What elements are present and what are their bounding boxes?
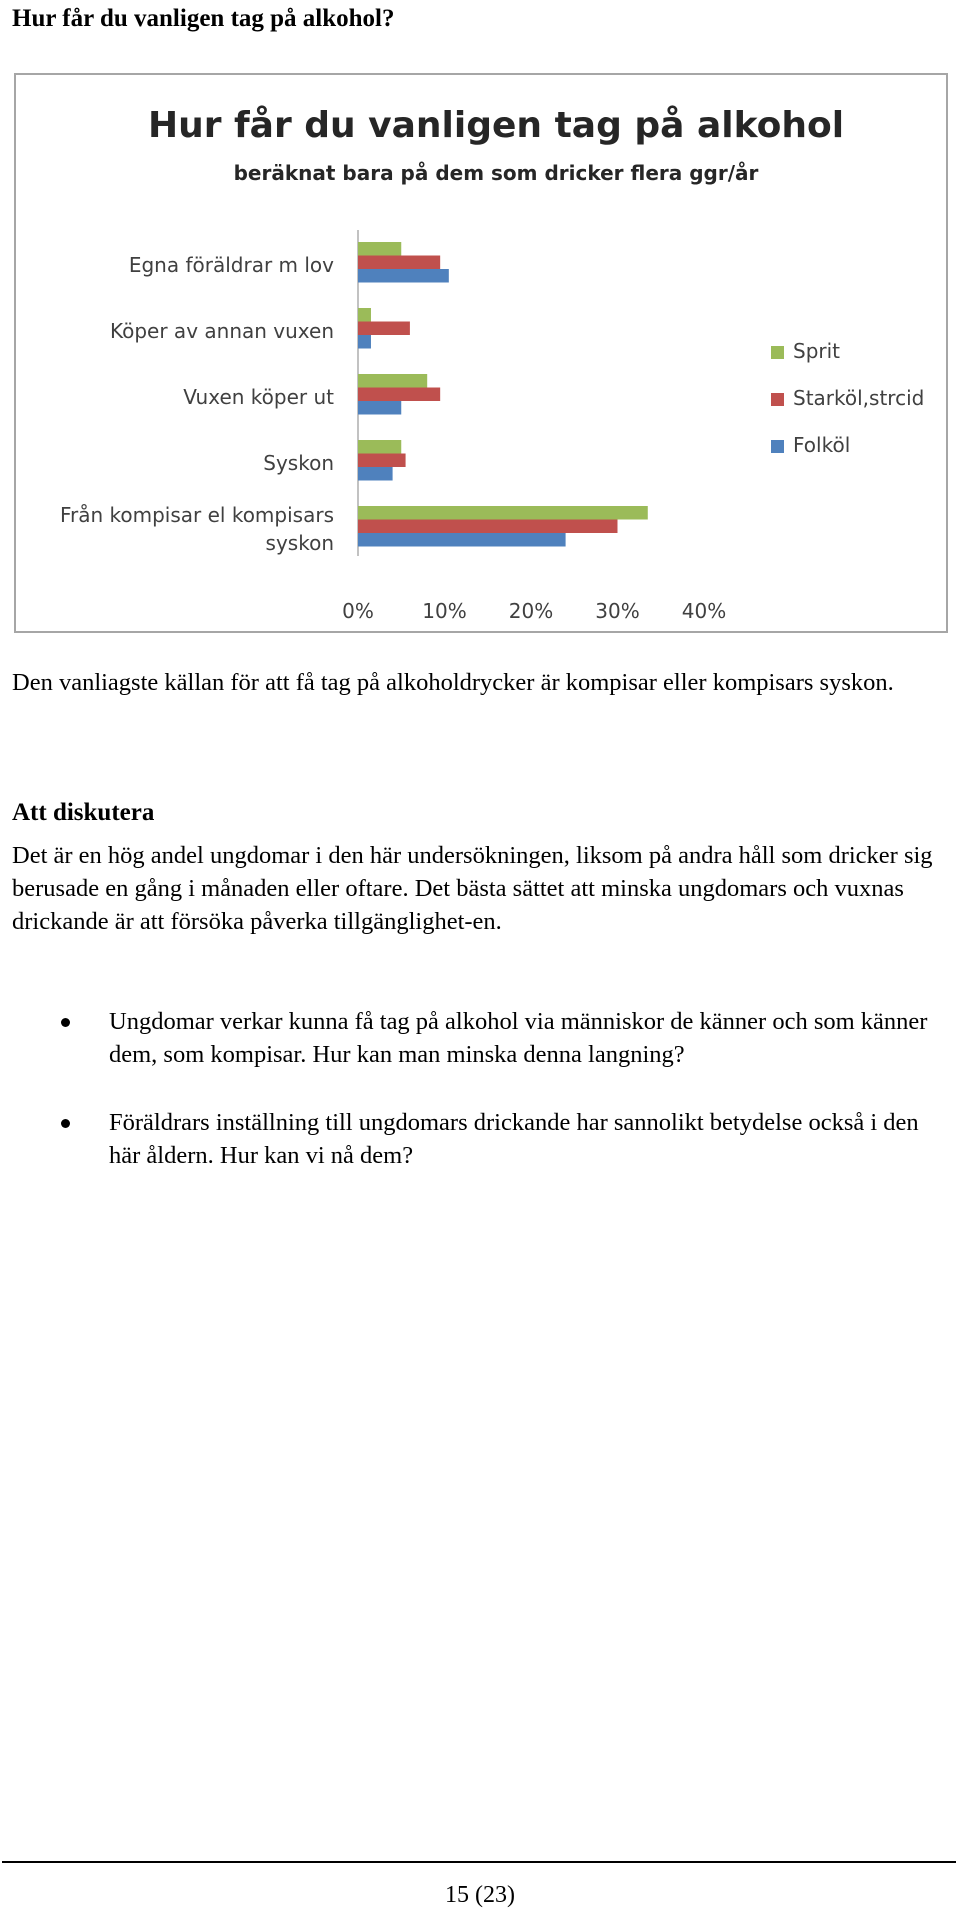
chart-subtitle: beräknat bara på dem som dricker flera ggr/år bbox=[233, 161, 759, 185]
footer-divider bbox=[2, 1861, 956, 1863]
category-label: Från kompisar el kompisars bbox=[59, 503, 334, 527]
bar bbox=[358, 388, 440, 402]
chart-title: Hur får du vanligen tag på alkohol bbox=[147, 105, 845, 146]
bar bbox=[358, 454, 406, 468]
bar bbox=[358, 256, 440, 270]
discussion-bullet-list bbox=[0, 1005, 960, 1207]
bullet-item bbox=[0, 1106, 960, 1172]
legend-label: Sprit bbox=[793, 339, 841, 363]
bullet-text: Föräldrars inställning till ungdomars drickande har sannolikt betydelse också i den här åldern. Hur kan vi nå dem? bbox=[109, 1109, 919, 1169]
category-label: Syskon bbox=[263, 451, 334, 475]
bar bbox=[358, 269, 449, 283]
bar bbox=[358, 520, 618, 534]
bar bbox=[358, 506, 648, 520]
bar bbox=[358, 533, 566, 547]
x-tick-label: 30% bbox=[595, 599, 640, 623]
chart-svg bbox=[16, 75, 946, 631]
bar-chart bbox=[14, 73, 948, 633]
legend-label: Starköl,strcid bbox=[793, 386, 925, 410]
x-tick-label: 40% bbox=[681, 599, 727, 623]
x-tick-label: 10% bbox=[422, 599, 467, 623]
bar bbox=[358, 335, 371, 349]
bullet-dot-icon bbox=[61, 1119, 70, 1128]
category-label: Egna föräldrar m lov bbox=[128, 253, 334, 277]
bar bbox=[358, 467, 393, 481]
discussion-heading: Att diskutera bbox=[12, 799, 155, 826]
legend-label: Folköl bbox=[793, 433, 851, 457]
category-label: Köper av annan vuxen bbox=[110, 319, 334, 343]
summary-paragraph: Den vanliagste källan för att få tag på alkoholdrycker är kompisar eller kompisars syskon. bbox=[12, 669, 894, 696]
page-number: 15 (23) bbox=[445, 1882, 515, 1908]
legend-swatch bbox=[771, 440, 784, 453]
bullet-dot-icon bbox=[61, 1018, 70, 1027]
legend-swatch bbox=[771, 346, 784, 359]
category-label: syskon bbox=[265, 531, 334, 555]
bar bbox=[358, 322, 410, 336]
bar bbox=[358, 308, 371, 322]
discussion-paragraph: Det är en hög andel ungdomar i den här undersökningen, liksom på andra håll som dricker sig berusade en gång i månaden eller oftare. Det bästa sättet att minska ungdomars och vuxnas drickande är att försöka påverka tillgänglighet-en. bbox=[12, 842, 933, 935]
bar bbox=[358, 374, 427, 388]
bullet-item bbox=[0, 1005, 960, 1071]
bar bbox=[358, 440, 401, 454]
category-label: Vuxen köper ut bbox=[183, 385, 334, 409]
x-tick-label: 20% bbox=[508, 599, 554, 623]
bar bbox=[358, 401, 401, 415]
bullet-text: Ungdomar verkar kunna få tag på alkohol via människor de känner och som känner dem, som kompisar. Hur kan man minska denna langning? bbox=[109, 1008, 928, 1068]
page-heading: Hur får du vanligen tag på alkohol? bbox=[12, 5, 395, 32]
legend-swatch bbox=[771, 393, 784, 406]
bar bbox=[358, 242, 401, 256]
x-tick-label: 0% bbox=[342, 599, 374, 623]
